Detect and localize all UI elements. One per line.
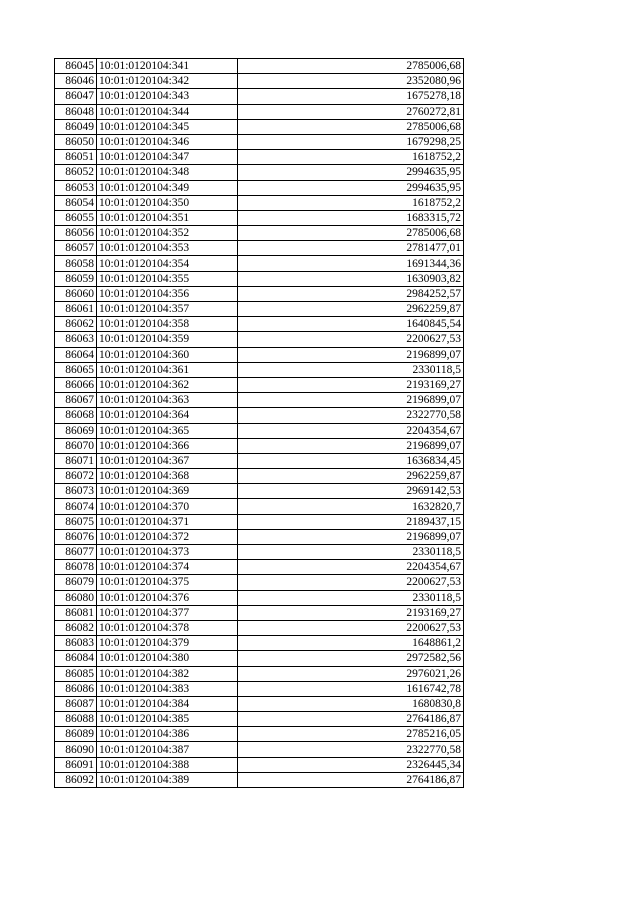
value-cell: 2785216,05 (238, 727, 464, 742)
cadastral-number-cell: 10:01:0120104:371 (97, 514, 238, 529)
row-number-cell: 86056 (55, 226, 97, 241)
table-body (55, 59, 464, 788)
row-number-cell: 86085 (55, 666, 97, 681)
table-row (55, 575, 464, 590)
row-number-cell: 86058 (55, 256, 97, 271)
cadastral-number-cell: 10:01:0120104:365 (97, 423, 238, 438)
table-row (55, 226, 464, 241)
row-number-cell: 86059 (55, 271, 97, 286)
row-number-cell: 86069 (55, 423, 97, 438)
cadastral-number-cell: 10:01:0120104:389 (97, 772, 238, 787)
value-cell: 1683315,72 (238, 210, 464, 225)
value-cell: 2330118,5 (238, 362, 464, 377)
table-row (55, 180, 464, 195)
table-row (55, 666, 464, 681)
cadastral-number-cell: 10:01:0120104:359 (97, 332, 238, 347)
table-row (55, 165, 464, 180)
value-cell: 1679298,25 (238, 134, 464, 149)
table-row (55, 119, 464, 134)
table-row (55, 74, 464, 89)
cadastral-number-cell: 10:01:0120104:386 (97, 727, 238, 742)
value-cell: 2984252,57 (238, 286, 464, 301)
value-cell: 2352080,96 (238, 74, 464, 89)
cadastral-number-cell: 10:01:0120104:388 (97, 757, 238, 772)
table-row (55, 514, 464, 529)
cadastral-number-cell: 10:01:0120104:347 (97, 150, 238, 165)
cadastral-number-cell: 10:01:0120104:369 (97, 484, 238, 499)
cadastral-number-cell: 10:01:0120104:367 (97, 453, 238, 468)
cadastral-number-cell: 10:01:0120104:358 (97, 317, 238, 332)
cadastral-number-cell: 10:01:0120104:346 (97, 134, 238, 149)
table-row (55, 347, 464, 362)
cadastral-number-cell: 10:01:0120104:363 (97, 393, 238, 408)
row-number-cell: 86072 (55, 469, 97, 484)
value-cell: 2785006,68 (238, 226, 464, 241)
table-row (55, 271, 464, 286)
cadastral-number-cell: 10:01:0120104:355 (97, 271, 238, 286)
row-number-cell: 86051 (55, 150, 97, 165)
table-row (55, 529, 464, 544)
cadastral-number-cell: 10:01:0120104:362 (97, 377, 238, 392)
value-cell: 2785006,68 (238, 59, 464, 74)
row-number-cell: 86046 (55, 74, 97, 89)
value-cell: 2330118,5 (238, 590, 464, 605)
table-row (55, 712, 464, 727)
table-row (55, 210, 464, 225)
value-cell: 2200627,53 (238, 575, 464, 590)
value-cell: 2196899,07 (238, 438, 464, 453)
row-number-cell: 86068 (55, 408, 97, 423)
row-number-cell: 86091 (55, 757, 97, 772)
table-row (55, 438, 464, 453)
table-row (55, 545, 464, 560)
table-row (55, 408, 464, 423)
row-number-cell: 86060 (55, 286, 97, 301)
value-cell: 2196899,07 (238, 347, 464, 362)
row-number-cell: 86064 (55, 347, 97, 362)
table-row (55, 302, 464, 317)
cadastral-number-cell: 10:01:0120104:364 (97, 408, 238, 423)
row-number-cell: 86049 (55, 119, 97, 134)
row-number-cell: 86073 (55, 484, 97, 499)
value-cell: 2994635,95 (238, 180, 464, 195)
row-number-cell: 86092 (55, 772, 97, 787)
value-cell: 2322770,58 (238, 742, 464, 757)
value-cell: 2326445,34 (238, 757, 464, 772)
cadastral-number-cell: 10:01:0120104:360 (97, 347, 238, 362)
cadastral-number-cell: 10:01:0120104:357 (97, 302, 238, 317)
row-number-cell: 86065 (55, 362, 97, 377)
value-cell: 2322770,58 (238, 408, 464, 423)
row-number-cell: 86071 (55, 453, 97, 468)
table-row (55, 620, 464, 635)
value-cell: 1630903,82 (238, 271, 464, 286)
table-row (55, 241, 464, 256)
value-cell: 2994635,95 (238, 165, 464, 180)
table-row (55, 681, 464, 696)
table-row (55, 727, 464, 742)
value-cell: 1632820,7 (238, 499, 464, 514)
cadastral-number-cell: 10:01:0120104:387 (97, 742, 238, 757)
row-number-cell: 86063 (55, 332, 97, 347)
row-number-cell: 86047 (55, 89, 97, 104)
value-cell: 2972582,56 (238, 651, 464, 666)
table-row (55, 150, 464, 165)
row-number-cell: 86061 (55, 302, 97, 317)
table-row (55, 317, 464, 332)
table-row (55, 499, 464, 514)
row-number-cell: 86081 (55, 605, 97, 620)
cadastral-number-cell: 10:01:0120104:353 (97, 241, 238, 256)
row-number-cell: 86074 (55, 499, 97, 514)
table-row (55, 423, 464, 438)
cadastral-number-cell: 10:01:0120104:345 (97, 119, 238, 134)
row-number-cell: 86048 (55, 104, 97, 119)
table-row (55, 469, 464, 484)
row-number-cell: 86084 (55, 651, 97, 666)
row-number-cell: 86050 (55, 134, 97, 149)
cadastral-number-cell: 10:01:0120104:354 (97, 256, 238, 271)
table-row (55, 377, 464, 392)
table-row (55, 134, 464, 149)
cadastral-number-cell: 10:01:0120104:352 (97, 226, 238, 241)
data-table (54, 58, 464, 788)
cadastral-number-cell: 10:01:0120104:356 (97, 286, 238, 301)
row-number-cell: 86054 (55, 195, 97, 210)
table-row (55, 256, 464, 271)
table-row (55, 332, 464, 347)
value-cell: 2204354,67 (238, 560, 464, 575)
value-cell: 2760272,81 (238, 104, 464, 119)
table-row (55, 560, 464, 575)
value-cell: 1618752,2 (238, 195, 464, 210)
row-number-cell: 86090 (55, 742, 97, 757)
row-number-cell: 86055 (55, 210, 97, 225)
table-row (55, 362, 464, 377)
value-cell: 2196899,07 (238, 393, 464, 408)
value-cell: 2764186,87 (238, 712, 464, 727)
cadastral-number-cell: 10:01:0120104:370 (97, 499, 238, 514)
cadastral-number-cell: 10:01:0120104:382 (97, 666, 238, 681)
table-row (55, 696, 464, 711)
cadastral-number-cell: 10:01:0120104:383 (97, 681, 238, 696)
table-row (55, 89, 464, 104)
table-row (55, 393, 464, 408)
row-number-cell: 86045 (55, 59, 97, 74)
row-number-cell: 86053 (55, 180, 97, 195)
row-number-cell: 86075 (55, 514, 97, 529)
row-number-cell: 86067 (55, 393, 97, 408)
cadastral-number-cell: 10:01:0120104:374 (97, 560, 238, 575)
value-cell: 2962259,87 (238, 302, 464, 317)
row-number-cell: 86052 (55, 165, 97, 180)
value-cell: 1640845,54 (238, 317, 464, 332)
cadastral-number-cell: 10:01:0120104:343 (97, 89, 238, 104)
value-cell: 2193169,27 (238, 377, 464, 392)
row-number-cell: 86088 (55, 712, 97, 727)
row-number-cell: 86062 (55, 317, 97, 332)
value-cell: 2200627,53 (238, 620, 464, 635)
cadastral-number-cell: 10:01:0120104:378 (97, 620, 238, 635)
cadastral-number-cell: 10:01:0120104:380 (97, 651, 238, 666)
value-cell: 1691344,36 (238, 256, 464, 271)
cadastral-number-cell: 10:01:0120104:372 (97, 529, 238, 544)
cadastral-number-cell: 10:01:0120104:375 (97, 575, 238, 590)
value-cell: 1618752,2 (238, 150, 464, 165)
table-row (55, 195, 464, 210)
cadastral-number-cell: 10:01:0120104:342 (97, 74, 238, 89)
value-cell: 2969142,53 (238, 484, 464, 499)
value-cell: 2781477,01 (238, 241, 464, 256)
table-row (55, 757, 464, 772)
table-row (55, 104, 464, 119)
cadastral-number-cell: 10:01:0120104:344 (97, 104, 238, 119)
value-cell: 1648861,2 (238, 636, 464, 651)
table-row (55, 742, 464, 757)
value-cell: 1616742,78 (238, 681, 464, 696)
row-number-cell: 86080 (55, 590, 97, 605)
row-number-cell: 86057 (55, 241, 97, 256)
cadastral-number-cell: 10:01:0120104:351 (97, 210, 238, 225)
cadastral-number-cell: 10:01:0120104:349 (97, 180, 238, 195)
table-row (55, 286, 464, 301)
value-cell: 2785006,68 (238, 119, 464, 134)
table-row (55, 651, 464, 666)
row-number-cell: 86076 (55, 529, 97, 544)
cadastral-number-cell: 10:01:0120104:385 (97, 712, 238, 727)
value-cell: 2976021,26 (238, 666, 464, 681)
cadastral-number-cell: 10:01:0120104:384 (97, 696, 238, 711)
value-cell: 2204354,67 (238, 423, 464, 438)
table-row (55, 59, 464, 74)
value-cell: 2764186,87 (238, 772, 464, 787)
cadastral-number-cell: 10:01:0120104:379 (97, 636, 238, 651)
table-row (55, 590, 464, 605)
table-row (55, 453, 464, 468)
cadastral-number-cell: 10:01:0120104:366 (97, 438, 238, 453)
row-number-cell: 86083 (55, 636, 97, 651)
data-table-container (54, 58, 464, 788)
value-cell: 1675278,18 (238, 89, 464, 104)
row-number-cell: 86089 (55, 727, 97, 742)
value-cell: 2193169,27 (238, 605, 464, 620)
cadastral-number-cell: 10:01:0120104:377 (97, 605, 238, 620)
value-cell: 2189437,15 (238, 514, 464, 529)
row-number-cell: 86087 (55, 696, 97, 711)
cadastral-number-cell: 10:01:0120104:350 (97, 195, 238, 210)
table-row (55, 484, 464, 499)
cadastral-number-cell: 10:01:0120104:373 (97, 545, 238, 560)
value-cell: 2200627,53 (238, 332, 464, 347)
row-number-cell: 86078 (55, 560, 97, 575)
value-cell: 1680830,8 (238, 696, 464, 711)
value-cell: 2962259,87 (238, 469, 464, 484)
cadastral-number-cell: 10:01:0120104:376 (97, 590, 238, 605)
table-row (55, 605, 464, 620)
row-number-cell: 86066 (55, 377, 97, 392)
row-number-cell: 86079 (55, 575, 97, 590)
value-cell: 1636834,45 (238, 453, 464, 468)
row-number-cell: 86086 (55, 681, 97, 696)
value-cell: 2330118,5 (238, 545, 464, 560)
value-cell: 2196899,07 (238, 529, 464, 544)
row-number-cell: 86070 (55, 438, 97, 453)
cadastral-number-cell: 10:01:0120104:368 (97, 469, 238, 484)
cadastral-number-cell: 10:01:0120104:361 (97, 362, 238, 377)
cadastral-number-cell: 10:01:0120104:341 (97, 59, 238, 74)
cadastral-number-cell: 10:01:0120104:348 (97, 165, 238, 180)
table-row (55, 772, 464, 787)
row-number-cell: 86077 (55, 545, 97, 560)
table-row (55, 636, 464, 651)
row-number-cell: 86082 (55, 620, 97, 635)
